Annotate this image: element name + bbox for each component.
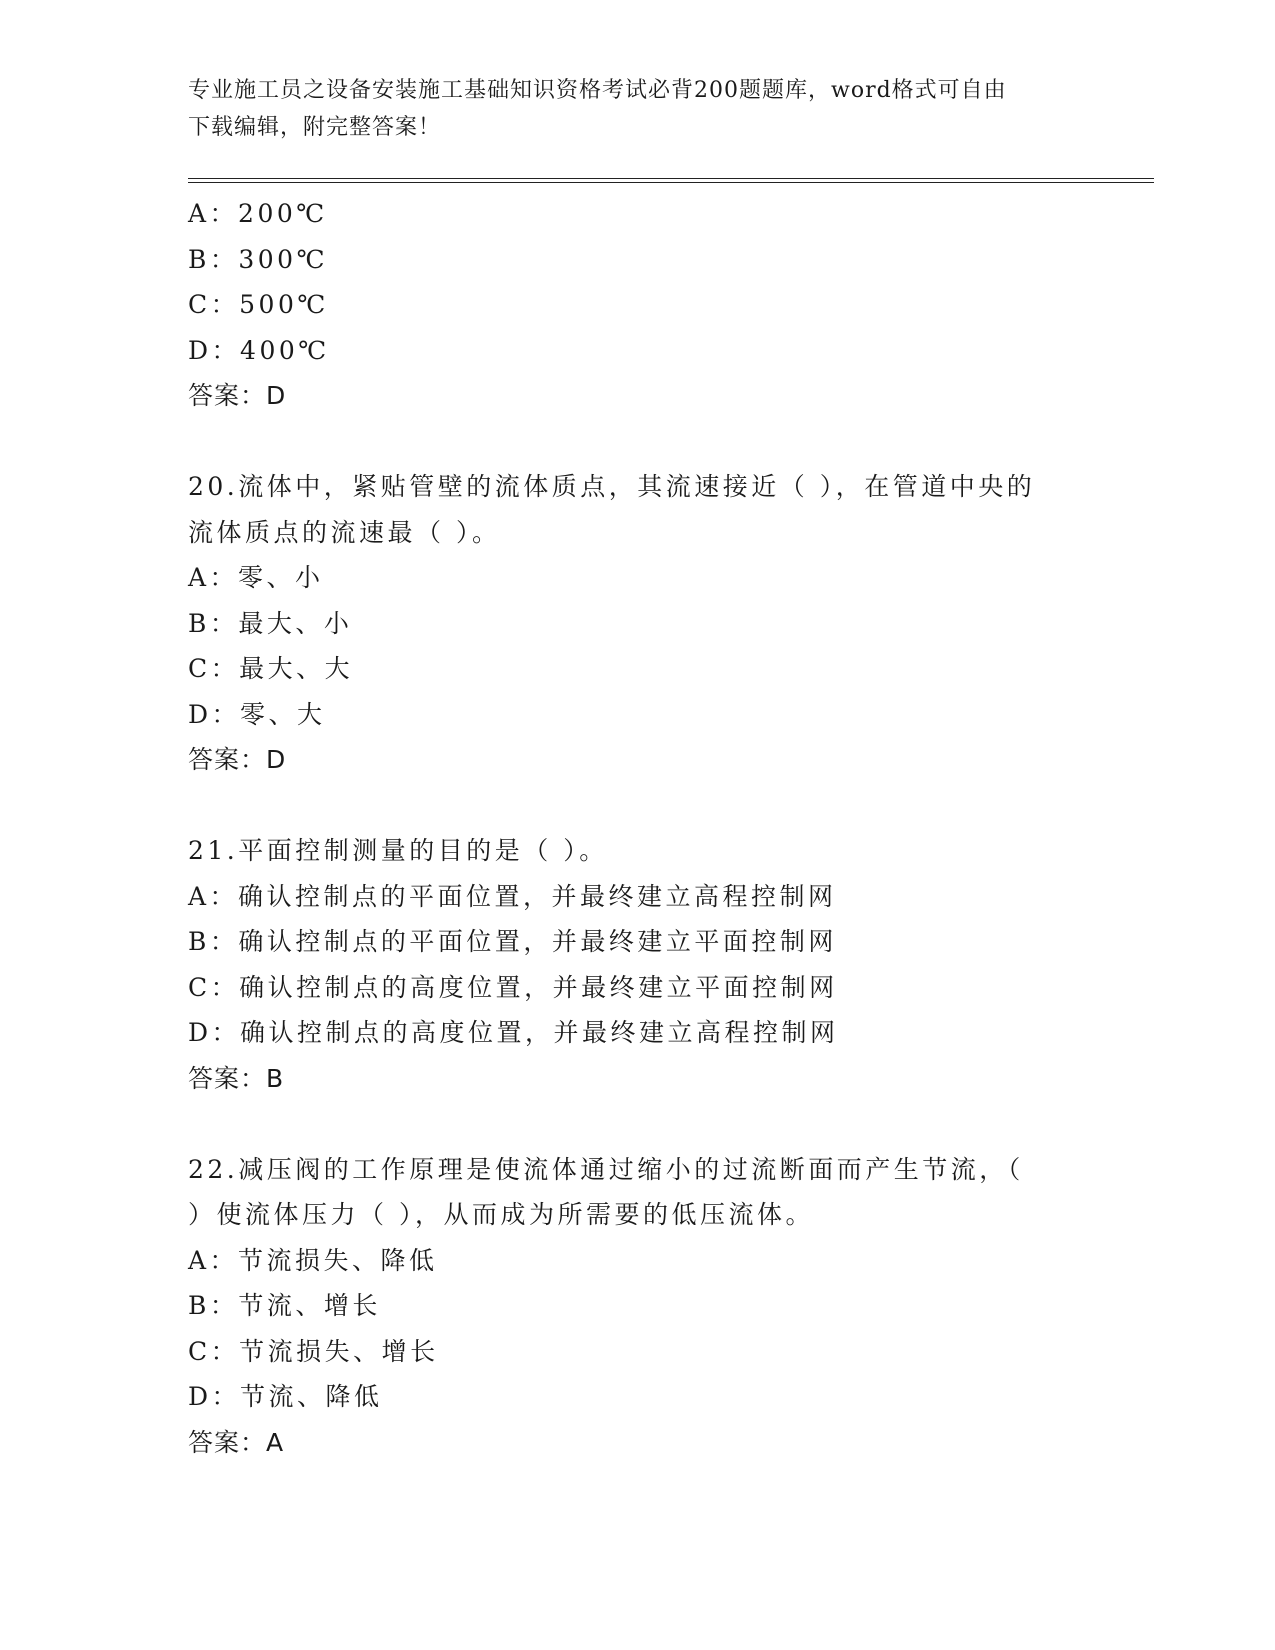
q20-stem-line-2: 流体质点的流速最（ ）。 [188, 517, 501, 547]
q21-stem-line-1: 21.平面控制测量的目的是（ ）。 [188, 836, 608, 865]
q20-option-d: D：零、大 [188, 699, 326, 729]
q20-answer: 答案：D [188, 745, 287, 774]
q20-stem-line-1: 20.流体中，紧贴管壁的流体质点，其流速接近（ ），在管道中央的 [188, 472, 1036, 501]
spacer [188, 419, 1088, 465]
q22-option-b: B：节流、增长 [188, 1291, 381, 1320]
q21-option-b: B：确认控制点的平面位置，并最终建立平面控制网 [188, 927, 837, 956]
q22-option-c: C：节流损失、增长 [188, 1336, 439, 1366]
q22-stem-line-1: 22.减压阀的工作原理是使流体通过缩小的过流断面而产生节流，（ [188, 1154, 1024, 1184]
header-divider-bottom [188, 182, 1154, 183]
spacer [188, 783, 1088, 829]
header-line-1: 专业施工员之设备安装施工基础知识资格考试必背200题题库，word格式可自由 [188, 78, 1007, 103]
q20-option-b: B：最大、小 [188, 608, 353, 638]
q21-option-a: A：确认控制点的平面位置，并最终建立高程控制网 [188, 881, 837, 911]
header-line-2: 下载编辑，附完整答案！ [188, 115, 442, 140]
q22-option-a: A：节流损失、降低 [188, 1245, 438, 1275]
document-header [188, 72, 1088, 146]
q21-option-d: D：确认控制点的高度位置，并最终建立高程控制网 [188, 1018, 839, 1047]
header-divider-top [188, 178, 1154, 179]
q20-option-c: C：最大、大 [188, 654, 354, 683]
question-22-block [188, 1147, 1088, 1466]
q19-answer: 答案：D [188, 381, 287, 410]
spacer [188, 1101, 1088, 1147]
q19-option-c: C：500℃ [188, 290, 329, 319]
q19-option-b: B：300℃ [188, 244, 329, 274]
q22-stem-line-2: ）使流体压力（ ），从而成为所需要的低压流体。 [188, 1200, 814, 1229]
question-21-block [188, 828, 1088, 1101]
q21-answer: 答案：B [188, 1063, 285, 1093]
q20-option-a: A：零、小 [188, 563, 324, 592]
question-20-block [188, 464, 1088, 783]
q22-answer: 答案：A [188, 1427, 285, 1457]
question-19-block [188, 191, 1088, 419]
q22-option-d: D：节流、降低 [188, 1382, 383, 1411]
q19-option-a: A：200℃ [188, 199, 328, 228]
question-content [188, 191, 1088, 1465]
q19-option-d: D：400℃ [188, 335, 330, 365]
q21-option-c: C：确认控制点的高度位置，并最终建立平面控制网 [188, 972, 838, 1002]
